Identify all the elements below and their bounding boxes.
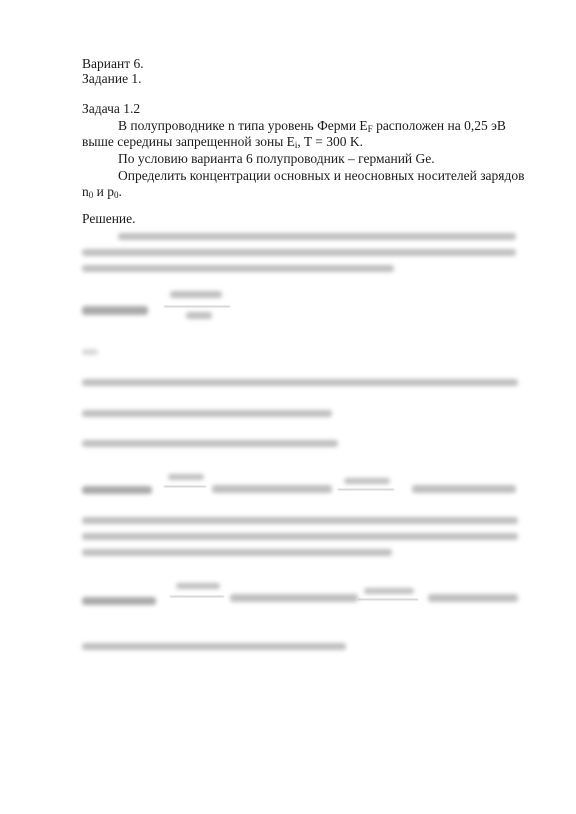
blurred-text-line	[82, 549, 392, 556]
blurred-fraction-bar	[170, 596, 224, 597]
blurred-text-line	[82, 379, 518, 386]
blurred-formula	[428, 594, 518, 602]
blurred-text-line	[82, 265, 394, 272]
problem-line-3: По условию варианта 6 полупроводник – германий Ge.	[118, 151, 435, 166]
variant-label: Вариант 6.	[82, 56, 144, 71]
assignment-label: Задание 1.	[82, 71, 142, 86]
blurred-text-line	[82, 249, 516, 256]
blurred-formula	[412, 485, 516, 493]
blurred-text-line	[82, 643, 346, 650]
blurred-formula	[168, 474, 204, 480]
blurred-fraction-bar	[164, 306, 230, 307]
blurred-formula	[82, 486, 152, 494]
problem-line-4: Определить концентрации основных и неосновных носителей зарядов	[118, 168, 525, 183]
blurred-formula	[82, 306, 148, 315]
blurred-text-line	[82, 410, 332, 417]
blurred-formula	[170, 291, 222, 298]
blurred-formula	[186, 312, 212, 319]
blurred-text-line	[82, 349, 98, 355]
solution-heading: Решение.	[82, 211, 136, 226]
blurred-text-line	[82, 517, 518, 524]
blurred-text-line	[118, 233, 516, 240]
blurred-fraction-bar	[164, 486, 206, 487]
problem-line-5: $n_0$ и $p_0$.	[82, 184, 122, 200]
blurred-fraction-bar	[338, 489, 394, 490]
blurred-text-line	[82, 533, 518, 540]
blurred-formula	[364, 588, 414, 594]
problem-line-2: выше середины запрещенной зоны $E_i$, T = 300 K.	[82, 134, 364, 150]
blurred-formula	[212, 485, 332, 493]
problem-title: Задача 1.2	[82, 101, 141, 116]
blurred-formula	[344, 478, 390, 484]
blurred-formula	[230, 594, 358, 602]
blurred-formula	[176, 583, 220, 589]
blurred-text-line	[82, 440, 338, 447]
problem-line-1: В полупроводнике n типа уровень Ферми $E_F$ расположен на 0,25 эВ	[118, 118, 506, 134]
blurred-formula	[82, 597, 156, 605]
blurred-fraction-bar	[358, 599, 418, 600]
